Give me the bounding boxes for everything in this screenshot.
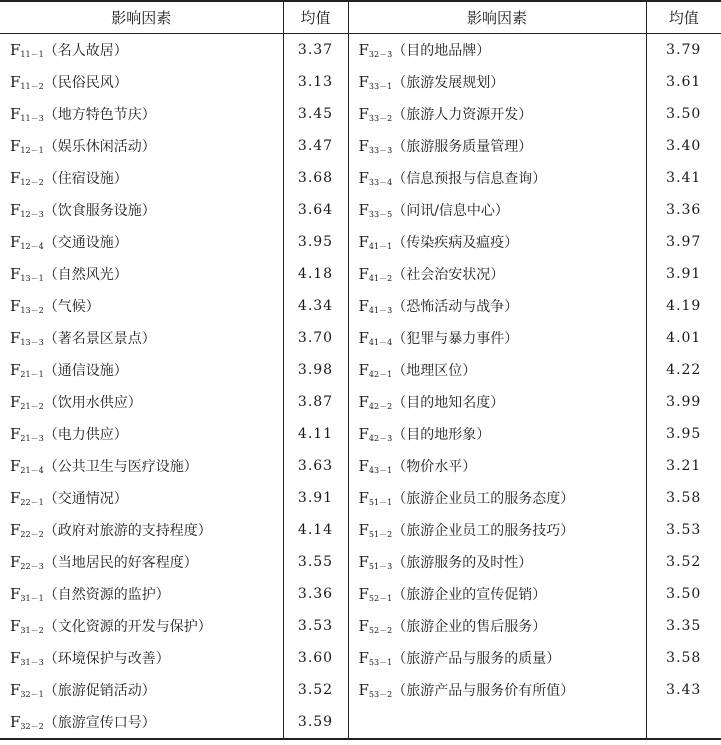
header-mean-left: 均值 <box>283 2 348 34</box>
factor-code-subscript: 51－2 <box>368 530 393 539</box>
mean-value-right: 4.01 <box>646 322 721 354</box>
table-row <box>0 34 721 67</box>
table-row <box>0 706 721 738</box>
factor-label: （自然风光） <box>43 267 128 283</box>
mean-value-right: 3.58 <box>646 482 721 514</box>
factor-label: （恐怖活动与战争） <box>392 299 519 315</box>
factor-code-subscript: 12－1 <box>20 146 44 155</box>
factor-label: （社会治安状况） <box>392 267 505 283</box>
mean-value-left: 3.45 <box>283 98 348 130</box>
factor-code: $F_{22-3}$ <box>10 553 44 571</box>
factor-code-subscript: 31－3 <box>20 658 44 667</box>
mean-value-left: 3.59 <box>283 706 348 738</box>
factor-label: （旅游宣传口号） <box>43 715 156 731</box>
factor-code-subscript: 43－1 <box>368 466 393 475</box>
factor-code-subscript: 11－3 <box>20 114 44 123</box>
mean-value-right: 3.52 <box>646 546 721 578</box>
mean-value-right: 3.35 <box>646 610 721 642</box>
table-row <box>0 546 721 578</box>
table-body <box>0 34 721 739</box>
factor-code: $F_{33-3}$ <box>358 137 393 155</box>
mean-value-right: 3.97 <box>646 226 721 258</box>
factor-code-subscript: 21－1 <box>20 370 44 379</box>
factor-code: $F_{21-2}$ <box>10 393 44 411</box>
mean-value-left: 4.11 <box>283 418 348 450</box>
factor-code-subscript: 32－2 <box>20 722 44 731</box>
factor-code: $F_{43-1}$ <box>358 457 393 475</box>
factor-code: $F_{31-1}$ <box>10 585 44 603</box>
factor-cell-left <box>0 482 283 514</box>
factor-cell-left <box>0 258 283 290</box>
factor-code: $F_{13-3}$ <box>10 329 44 347</box>
factor-code-subscript: 13－2 <box>20 306 44 315</box>
factor-code-subscript: 42－2 <box>368 402 393 411</box>
factor-code: $F_{51-1}$ <box>358 489 393 507</box>
factor-code-subscript: 51－3 <box>368 562 393 571</box>
table-row <box>0 386 721 418</box>
table-row <box>0 66 721 98</box>
factor-code-subscript: 31－2 <box>20 626 44 635</box>
factor-label: （名人故居） <box>43 43 128 59</box>
factor-code-subscript: 12－4 <box>20 242 44 251</box>
factor-label: （民俗民风） <box>43 75 128 91</box>
factor-cell-right <box>348 98 646 130</box>
factor-code-subscript: 52－1 <box>368 594 393 603</box>
factor-label: （地理区位） <box>392 363 477 379</box>
factor-code-subscript: 31－1 <box>20 594 44 603</box>
factor-label: （旅游产品与服务价有所值） <box>392 683 575 699</box>
factor-cell-right <box>348 546 646 578</box>
factor-code: $F_{33-5}$ <box>358 201 393 219</box>
factor-cell-right <box>348 642 646 674</box>
factor-code-subscript: 33－4 <box>368 178 393 187</box>
factor-cell-left <box>0 546 283 578</box>
mean-value-right: 3.50 <box>646 98 721 130</box>
table-row <box>0 322 721 354</box>
factor-label: （公共卫生与医疗设施） <box>43 459 198 475</box>
factor-code: $F_{52-2}$ <box>358 617 393 635</box>
table-row <box>0 226 721 258</box>
factor-label: （传染疾病及瘟疫） <box>392 235 519 251</box>
factor-code-subscript: 33－5 <box>368 210 393 219</box>
factor-code-subscript: 12－3 <box>20 210 44 219</box>
factor-code: $F_{22-1}$ <box>10 489 44 507</box>
factor-code: $F_{11-1}$ <box>10 41 44 59</box>
factor-cell-left <box>0 450 283 482</box>
factor-cell-left <box>0 578 283 610</box>
factor-label: （旅游企业员工的服务技巧） <box>392 523 575 539</box>
factor-cell-left <box>0 290 283 322</box>
factor-code: $F_{22-2}$ <box>10 521 44 539</box>
factor-code-subscript: 41－3 <box>368 306 393 315</box>
factor-cell-left <box>0 674 283 706</box>
factor-code: $F_{33-1}$ <box>358 73 393 91</box>
mean-value-left: 3.64 <box>283 194 348 226</box>
factor-cell-right <box>348 578 646 610</box>
factor-code: $F_{12-1}$ <box>10 137 44 155</box>
mean-value-left: 3.70 <box>283 322 348 354</box>
factor-cell-right <box>348 290 646 322</box>
factor-code: $F_{11-2}$ <box>10 73 44 91</box>
factor-cell-right <box>348 162 646 194</box>
factor-code-subscript: 22－1 <box>20 498 44 507</box>
mean-value-right: 3.43 <box>646 674 721 706</box>
factor-label: （犯罪与暴力事件） <box>392 331 519 347</box>
factor-code: $F_{53-1}$ <box>358 649 393 667</box>
mean-value-left: 3.47 <box>283 130 348 162</box>
mean-value-right: 3.58 <box>646 642 721 674</box>
factor-label: （饮用水供应） <box>43 395 142 411</box>
factor-code: $F_{42-1}$ <box>358 361 393 379</box>
factor-label: （住宿设施） <box>43 171 128 187</box>
factor-code: $F_{32-1}$ <box>10 681 44 699</box>
mean-value-right: 3.95 <box>646 418 721 450</box>
factor-code: $F_{41-3}$ <box>358 297 393 315</box>
factor-code-subscript: 33－3 <box>368 146 393 155</box>
factor-cell-left <box>0 354 283 386</box>
factor-label: （当地居民的好客程度） <box>43 555 198 571</box>
factor-code-subscript: 52－2 <box>368 626 393 635</box>
mean-value-right: 3.53 <box>646 514 721 546</box>
factor-cell-left <box>0 66 283 98</box>
factor-label: （旅游服务的及时性） <box>392 555 533 571</box>
factor-code: $F_{32-3}$ <box>358 41 393 59</box>
factor-code-subscript: 22－2 <box>20 530 44 539</box>
factor-code-subscript: 11－2 <box>20 82 44 91</box>
factor-cell-right <box>348 130 646 162</box>
mean-value-left: 4.14 <box>283 514 348 546</box>
factor-code-subscript: 22－3 <box>20 562 44 571</box>
mean-value-right: 3.40 <box>646 130 721 162</box>
mean-value-left: 3.68 <box>283 162 348 194</box>
factor-label: （通信设施） <box>43 363 128 379</box>
factor-cell-left <box>0 322 283 354</box>
table-row <box>0 674 721 706</box>
header-factor-right: 影响因素 <box>348 2 646 34</box>
mean-value-right: 3.36 <box>646 194 721 226</box>
table-row <box>0 610 721 642</box>
factor-label: （地方特色节庆） <box>43 107 156 123</box>
factor-code: $F_{33-4}$ <box>358 169 393 187</box>
factor-code-subscript: 33－1 <box>368 82 393 91</box>
factor-label: （环境保护与改善） <box>43 651 170 667</box>
factor-code: $F_{12-4}$ <box>10 233 44 251</box>
factor-label: （旅游企业员工的服务态度） <box>392 491 575 507</box>
header-mean-right: 均值 <box>646 2 721 34</box>
factor-code-subscript: 32－3 <box>368 50 393 59</box>
mean-value-left: 3.98 <box>283 354 348 386</box>
factor-cell-right <box>348 386 646 418</box>
mean-value-right: 4.22 <box>646 354 721 386</box>
factor-cell-right <box>348 34 646 67</box>
factor-cell-right <box>348 482 646 514</box>
table-row <box>0 98 721 130</box>
factor-cell-left <box>0 610 283 642</box>
table-row <box>0 194 721 226</box>
factor-code: $F_{33-2}$ <box>358 105 393 123</box>
table-header <box>0 2 721 34</box>
factor-code: $F_{53-2}$ <box>358 681 393 699</box>
factor-code-subscript: 41－4 <box>368 338 393 347</box>
factor-code: $F_{12-2}$ <box>10 169 44 187</box>
factor-code: $F_{13-2}$ <box>10 297 44 315</box>
factor-code-subscript: 53－1 <box>368 658 393 667</box>
factor-label: （信息预报与信息查询） <box>392 171 547 187</box>
factor-code: $F_{31-2}$ <box>10 617 44 635</box>
factor-label: （旅游产品与服务的质量） <box>392 651 561 667</box>
table-row <box>0 130 721 162</box>
factor-cell-right <box>348 322 646 354</box>
factor-label: （目的地品牌） <box>392 43 491 59</box>
factor-code: $F_{11-3}$ <box>10 105 44 123</box>
mean-value-left: 4.18 <box>283 258 348 290</box>
factor-code-subscript: 13－3 <box>20 338 44 347</box>
factor-code: $F_{41-4}$ <box>358 329 393 347</box>
factor-label: （交通情况） <box>43 491 128 507</box>
factor-code-subscript: 11－1 <box>20 50 44 59</box>
factor-code-subscript: 32－1 <box>20 690 44 699</box>
factor-cell-right <box>348 258 646 290</box>
factor-cell-right <box>348 450 646 482</box>
table-row <box>0 290 721 322</box>
factor-code: $F_{51-3}$ <box>358 553 393 571</box>
mean-value-left: 3.53 <box>283 610 348 642</box>
factor-label: （电力供应） <box>43 427 128 443</box>
factor-label: （政府对旅游的支持程度） <box>43 523 212 539</box>
table-row <box>0 418 721 450</box>
factor-label: （文化资源的开发与保护） <box>43 619 212 635</box>
header-row <box>0 2 721 34</box>
mean-value-left: 3.37 <box>283 34 348 67</box>
factor-code-subscript: 42－3 <box>368 434 393 443</box>
factor-label: （气候） <box>43 299 100 315</box>
factor-code-subscript: 41－2 <box>368 274 393 283</box>
factor-code-subscript: 41－1 <box>368 242 393 251</box>
factor-label: （旅游人力资源开发） <box>392 107 533 123</box>
factor-code-subscript: 21－4 <box>20 466 44 475</box>
table-row <box>0 354 721 386</box>
mean-value-right: 3.91 <box>646 258 721 290</box>
factor-cell-left <box>0 418 283 450</box>
factor-code: $F_{31-3}$ <box>10 649 44 667</box>
factor-code: $F_{41-1}$ <box>358 233 393 251</box>
mean-value-left: 3.60 <box>283 642 348 674</box>
factor-code: $F_{52-1}$ <box>358 585 393 603</box>
factor-label: （目的地知名度） <box>392 395 505 411</box>
table-row <box>0 482 721 514</box>
table-row <box>0 642 721 674</box>
header-factor-left: 影响因素 <box>0 2 283 34</box>
factor-label: （旅游服务质量管理） <box>392 139 533 155</box>
factor-label: （自然资源的监护） <box>43 587 170 603</box>
factor-code-subscript: 13－1 <box>20 274 44 283</box>
factor-code: $F_{13-1}$ <box>10 265 44 283</box>
factor-cell-right <box>348 66 646 98</box>
factor-cell-left <box>0 226 283 258</box>
factor-cell-left <box>0 194 283 226</box>
factor-label: （交通设施） <box>43 235 128 251</box>
factor-cell-right <box>348 514 646 546</box>
factor-cell-left <box>0 130 283 162</box>
table-row <box>0 578 721 610</box>
factor-code: $F_{21-3}$ <box>10 425 44 443</box>
mean-value-right: 3.79 <box>646 34 721 67</box>
table-row <box>0 450 721 482</box>
mean-value-left: 3.55 <box>283 546 348 578</box>
mean-value-right: 3.61 <box>646 66 721 98</box>
factor-cell-left <box>0 162 283 194</box>
mean-value-left: 3.13 <box>283 66 348 98</box>
factor-label: （娱乐休闲活动） <box>43 139 156 155</box>
factor-cell-left <box>0 386 283 418</box>
factor-cell-left <box>0 98 283 130</box>
factor-code: $F_{12-3}$ <box>10 201 44 219</box>
factor-code-subscript: 21－2 <box>20 402 44 411</box>
table-row <box>0 162 721 194</box>
factor-code-subscript: 53－2 <box>368 690 393 699</box>
mean-value-left: 3.95 <box>283 226 348 258</box>
factor-label: （物价水平） <box>392 459 477 475</box>
factor-code-subscript: 42－1 <box>368 370 393 379</box>
mean-value-left: 3.87 <box>283 386 348 418</box>
factor-label: （旅游促销活动） <box>43 683 156 699</box>
factor-cell-right <box>348 418 646 450</box>
factor-code-subscript: 12－2 <box>20 178 44 187</box>
mean-value-right: 3.50 <box>646 578 721 610</box>
factor-label: （旅游企业的售后服务） <box>392 619 547 635</box>
factor-label: （著名景区景点） <box>43 331 156 347</box>
mean-value-left: 3.52 <box>283 674 348 706</box>
mean-value-left: 3.63 <box>283 450 348 482</box>
factor-code: $F_{42-2}$ <box>358 393 393 411</box>
factor-cell-right <box>348 354 646 386</box>
mean-value-left: 4.34 <box>283 290 348 322</box>
factor-code: $F_{21-4}$ <box>10 457 44 475</box>
mean-value-right: 3.99 <box>646 386 721 418</box>
factor-label: （饮食服务设施） <box>43 203 156 219</box>
factor-label: （目的地形象） <box>392 427 491 443</box>
mean-value-right <box>646 706 721 738</box>
factor-code: $F_{21-1}$ <box>10 361 44 379</box>
factor-code: $F_{51-2}$ <box>358 521 393 539</box>
data-table <box>0 2 721 738</box>
table-row <box>0 514 721 546</box>
factor-code-subscript: 21－3 <box>20 434 44 443</box>
factor-cell-right <box>348 226 646 258</box>
factor-label: （问讯/信息中心） <box>392 203 509 219</box>
factor-cell-right <box>348 610 646 642</box>
factor-cell-right <box>348 674 646 706</box>
factor-cell-left <box>0 514 283 546</box>
mean-value-left: 3.36 <box>283 578 348 610</box>
factor-code: $F_{32-2}$ <box>10 713 44 731</box>
mean-value-right: 3.21 <box>646 450 721 482</box>
mean-value-right: 4.19 <box>646 290 721 322</box>
factor-code-subscript: 51－1 <box>368 498 393 507</box>
factor-cell-right <box>348 194 646 226</box>
factor-code-subscript: 33－2 <box>368 114 393 123</box>
factor-cell-left <box>0 642 283 674</box>
factor-label: （旅游企业的宣传促销） <box>392 587 547 603</box>
factor-cell-left <box>0 34 283 67</box>
factor-code: $F_{42-3}$ <box>358 425 393 443</box>
mean-value-left: 3.91 <box>283 482 348 514</box>
factor-code: $F_{41-2}$ <box>358 265 393 283</box>
mean-value-right: 3.41 <box>646 162 721 194</box>
factor-label: （旅游发展规划） <box>392 75 505 91</box>
factor-cell-right <box>348 706 646 738</box>
table-row <box>0 258 721 290</box>
factor-cell-left <box>0 706 283 738</box>
